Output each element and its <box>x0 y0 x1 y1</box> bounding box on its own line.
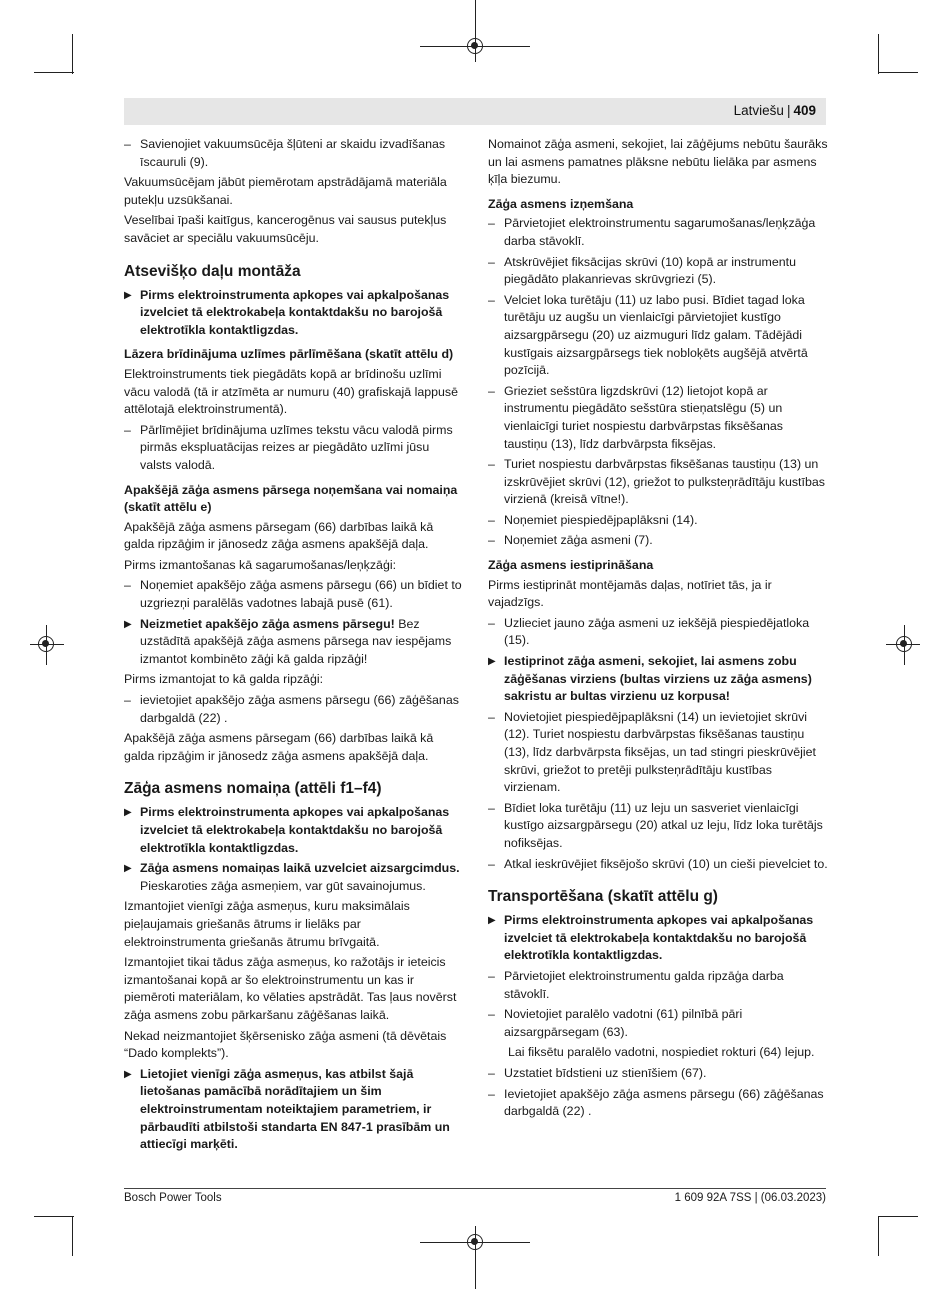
crop-mark <box>72 1216 73 1256</box>
paragraph: Lai fiksētu paralēlo vadotni, nospiediet rokturi (64) lejup. <box>508 1045 815 1060</box>
warning-text: Pieskaroties zāģa asmeņiem, var gūt savainojumus. <box>140 878 426 893</box>
subsection-heading: Zāģa asmens izņemšana <box>488 196 634 211</box>
list-item: – Grieziet sešstūra ligzdskrūvi (12) lietojot kopā ar instrumentu piegādāto sešstūra stieņatslēgu (5) un vienlaicīgi turiet nospiestu darbvārpstas fiksēšanas taustiņu (13), līdz darbvārpsta fiksējas. <box>488 383 828 453</box>
registration-target-icon <box>896 636 912 652</box>
paragraph: Apakšējā zāģa asmens pārsegam (66) darbības laikā kā galda ripzāģim ir jānosedz zāģa asmens apakšējā daļa. <box>124 731 434 763</box>
list-item: – Pārvietojiet elektroinstrumentu sagarumošanas/leņķzāģa darba stāvoklī. <box>488 215 828 250</box>
paragraph: Izmantojiet vienīgi zāģa asmeņus, kuru maksimālais pieļaujamais griešanās ātrums ir lielāks par elektroinstrumenta griešanās ātrumu brīvgaitā. <box>124 899 410 949</box>
warning-item <box>124 1066 464 1154</box>
list-item: – ievietojiet apakšējo zāģa asmens pārsegu (66) zāģēšanas darbgaldā (22) . <box>124 692 464 727</box>
paragraph: Nekad neizmantojiet šķērsenisko zāģa asmeni (tā dēvētais “Dado komplekts”). <box>124 1028 447 1061</box>
warning-item <box>124 616 464 669</box>
warning-text: Pirms elektroinstrumenta apkopes vai apkalpošanas izvelciet tā elektrokabeļa kontaktdakšu no barojošā elektrotīkla kontaktligzdas. <box>140 287 450 337</box>
crop-mark <box>878 1216 918 1217</box>
section-heading: Transportēšana (skatīt attēlu g) <box>488 888 718 906</box>
paragraph: Vakuumsūcējam jābūt piemērotam apstrādājamā materiāla putekļu uzsūkšanai. <box>124 175 447 207</box>
warning-text: Pirms elektroinstrumenta apkopes vai apkalpošanas izvelciet tā elektrokabeļa kontaktdakšu no barojošā elektrotīkla kontaktligzdas. <box>504 913 814 963</box>
list-item: – Atskrūvējiet fiksācijas skrūvi (10) kopā ar instrumentu piegādāto plakanrievas skrūvgriezi (5). <box>488 254 828 289</box>
list-item: – Uzstatiet bīdstieni uz stienīšiem (67). <box>488 1065 828 1083</box>
crop-mark <box>878 34 879 74</box>
list-item: – Turiet nospiestu darbvārpstas fiksēšanas taustiņu (13) un izskrūvējiet skrūvi (12), griežot to pulksteņrādītāju kustības virzienā (kreisā vītne!). <box>488 456 828 509</box>
warning-text: Pirms elektroinstrumenta apkopes vai apkalpošanas izvelciet tā elektrokabeļa kontaktdakšu no barojošā elektrotīkla kontaktligzdas. <box>140 805 450 855</box>
footer-doc-number: 1 609 92A 7SS | (06.03.2023) <box>674 1192 826 1204</box>
list-item: – Novietojiet paralēlo vadotni (61) pilnībā pāri aizsargpārsegam (63). <box>488 1006 828 1041</box>
warning-item <box>124 860 464 895</box>
warning-text: Lietojiet vienīgi zāģa asmeņus, kas atbilst šajā lietošanas pamācībā norādītajiem un šim elektroinstrumentam noteiktajiem parametriem, ir pārbaudīti atbilstoši standarta EN 847-1 prasībām un attiecīgi marķēti. <box>140 1066 450 1152</box>
list-item: – Atkal ieskrūvējiet fiksējošo skrūvi (10) un cieši pievelciet to. <box>488 856 828 874</box>
paragraph: Pirms izmantojat to kā galda ripzāģi: <box>124 672 324 687</box>
paragraph: Elektroinstruments tiek piegādāts kopā ar brīdinošu uzlīmi vācu valodā (tā ir atzīmēta ar numuru (40) grafiskajā lappusē attēlotajā elektroinstrumentā). <box>124 366 459 417</box>
crop-mark <box>34 1216 74 1217</box>
right-column <box>488 136 828 1124</box>
list-item: – Ievietojiet apakšējo zāģa asmens pārsegu (66) zāģēšanas darbgaldā (22) . <box>488 1086 828 1121</box>
subsection-heading: Zāģa asmens iestiprināšana <box>488 558 654 573</box>
list-item: – Pārvietojiet elektroinstrumentu galda ripzāģa darba stāvoklī. <box>488 968 828 1003</box>
list-item: – Bīdiet loka turētāju (11) uz leju un sasveriet vienlaicīgi kustīgo aizsargpārsegu (20) atkal uz leju, līdz loka turētājs nofiksējas. <box>488 800 828 853</box>
warning-text: Bez uzstādītā apakšējā zāģa asmens pārsega nav iespējams izmantot kombinēto zāģi kā galda ripzāģi! <box>140 616 452 666</box>
paragraph: Apakšējā zāģa asmens pārsegam (66) darbības laikā kā galda ripzāģim ir jānosedz zāģa asmens apakšējā daļa. <box>124 519 434 552</box>
crop-mark <box>72 34 73 74</box>
crop-mark <box>34 72 74 73</box>
section-heading: Zāģa asmens nomaiņa (attēli f1–f4) <box>124 780 382 798</box>
paragraph: Veselībai īpaši kaitīgus, kancerogēnus vai sausus putekļus savāciet ar speciālu vakuumsūcēju. <box>124 213 447 245</box>
list-item: – Novietojiet piespiedējpaplāksni (14) un ievietojiet skrūvi (12). Turiet nospiestu darbvārpstas fiksēšanas taustiņu (13), līdz darbvārpsta fiksējas, un tad stingri pieskrūvējiet skrūvi, griežot to pretēji pulksteņrādītāju kustības virzienam. <box>488 709 828 797</box>
paragraph: Pirms iestiprināt montējamās daļas, notīriet tās, ja ir vajadzīgs. <box>488 577 772 610</box>
subsection-heading: Lāzera brīdinājuma uzlīmes pārlīmēšana (skatīt attēlu d) <box>124 347 454 362</box>
page-number: 409 <box>793 103 816 118</box>
header-text: Latviešu | 409 <box>733 103 816 118</box>
list-item: – Velciet loka turētāju (11) uz labo pusi. Bīdiet tagad loka turētāju uz augšu un vienlaicīgi pārvietojiet kustīgo aizsargpārsegu (20) uz aizmuguri līdz galam. Tādējādi kustīgais aizsargpārsegs tiek nobloķēts augšējā atvērtā pozīcijā. <box>488 292 828 380</box>
left-column <box>124 136 464 1157</box>
crop-mark <box>878 1216 879 1256</box>
header-language: Latviešu <box>733 103 784 118</box>
warning-item <box>124 287 464 340</box>
paragraph: Nomainot zāģa asmeni, sekojiet, lai zāģējums nebūtu šaurāks un lai asmens pamatnes plāksne nebūtu lielāka par asmens ķīļa biezumu. <box>488 137 828 187</box>
list-item: – Uzlieciet jauno zāģa asmeni uz iekšējā piespiedējatloka (15). <box>488 615 828 650</box>
registration-target-icon <box>467 1234 483 1250</box>
footer-brand: Bosch Power Tools <box>124 1192 222 1204</box>
warning-item <box>488 912 828 965</box>
page-header <box>124 98 826 125</box>
footer-rule <box>124 1188 826 1189</box>
list-item: – Noņemiet piespiedējpaplāksni (14). <box>488 512 828 530</box>
list-item: – Noņemiet apakšējo zāģa asmens pārsegu (66) un bīdiet to uzgriezņi paralēlās vadotnes labajā pusē (61). <box>124 577 464 612</box>
registration-target-icon <box>467 38 483 54</box>
crop-mark <box>878 72 918 73</box>
warning-item <box>488 653 828 706</box>
list-item: – Pārlīmējiet brīdinājuma uzlīmes tekstu vācu valodā pirms pirmās ekspluatācijas reizes ar piegādāto uzlīmi jūsu valsts valodā. <box>124 422 464 475</box>
subsection-heading: Apakšējā zāģa asmens pārsega noņemšana vai nomaiņa (skatīt attēlu e) <box>124 482 458 515</box>
warning-item <box>124 804 464 857</box>
warning-text: Iestiprinot zāģa asmeni, sekojiet, lai asmens zobu zāģēšanas virziens (bultas virziens uz zāģa asmens) sakristu ar bultas virzienu uz korpusa! <box>504 654 812 704</box>
paragraph: Izmantojiet tikai tādus zāģa asmeņus, ko ražotājs ir ieteicis izmantošanai kopā ar šo elektroinstrumentu un kas ir piemēroti materiālam, ko vēlaties apstrādāt. Tas ļaus novērst zāģa asmens zobu pārkaršanu zāģēšanas laikā. <box>124 955 457 1022</box>
list-item: – Savienojiet vakuumsūcēja šļūteni ar skaidu izvadīšanas īscauruli (9). <box>124 136 464 171</box>
list-item: – Noņemiet zāģa asmeni (7). <box>488 532 828 550</box>
paragraph: Pirms izmantošanas kā sagarumošanas/leņķzāģi: <box>124 557 397 572</box>
warning-bold-text: Neizmetiet apakšējo zāģa asmens pārsegu! <box>140 616 395 631</box>
warning-bold-text: Zāģa asmens nomaiņas laikā uzvelciet aizsargcimdus. <box>140 861 460 876</box>
section-heading: Atsevišķo daļu montāža <box>124 262 301 280</box>
registration-target-icon <box>38 636 54 652</box>
